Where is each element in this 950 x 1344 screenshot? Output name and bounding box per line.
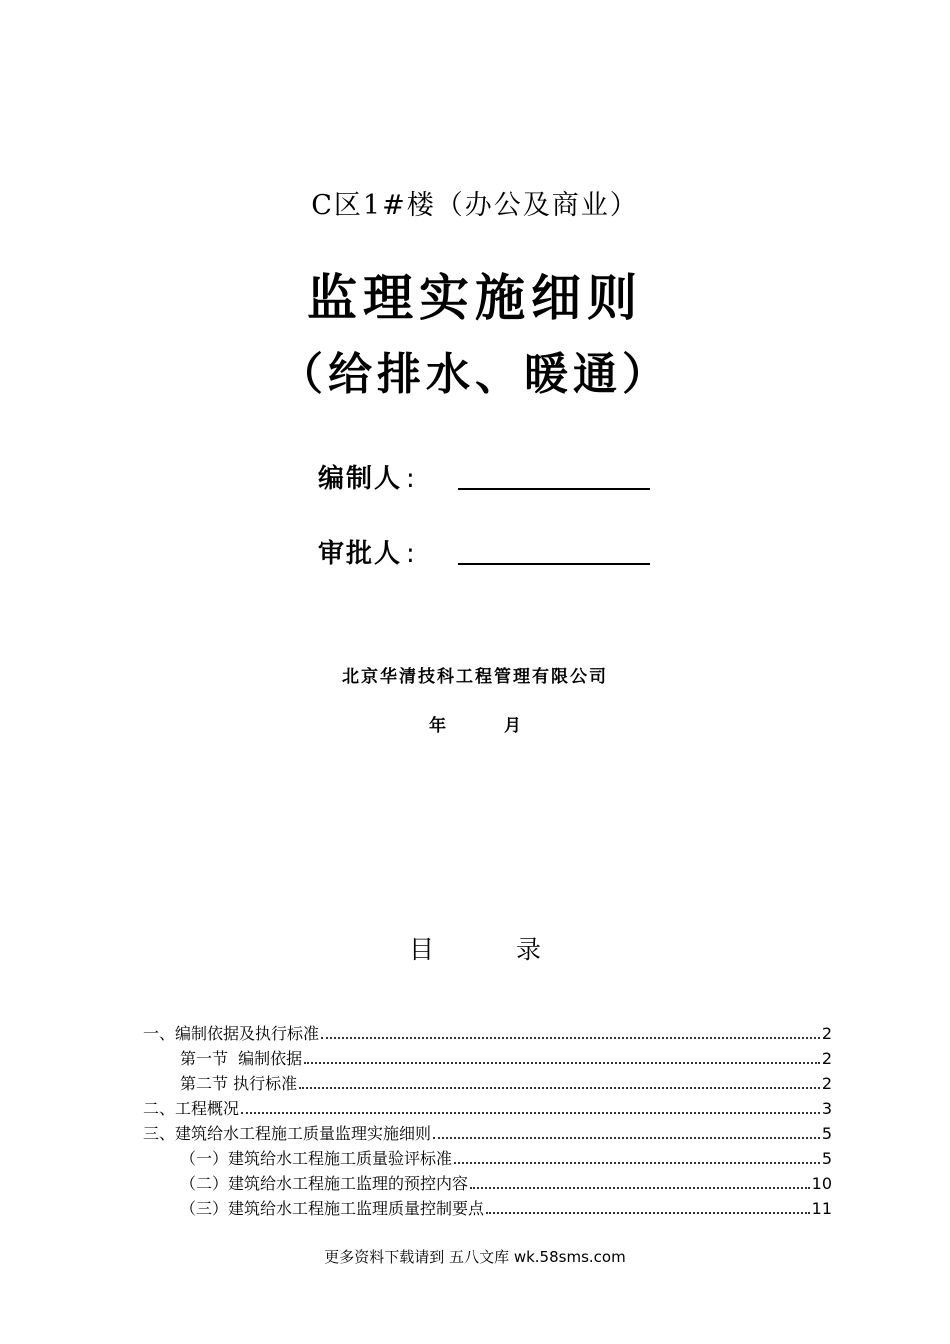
footer-download-note: 更多资料下载请到 五八文库 wk.58sms.com: [324, 1248, 626, 1266]
date-row: [0, 711, 950, 736]
approver-signature-row: [318, 533, 415, 573]
document-subtitle: C区1#楼（办公及商业）: [311, 190, 639, 221]
month-label: 月: [504, 716, 521, 736]
toc-entry-text: （二）建筑给水工程施工监理的预控内容: [180, 1174, 469, 1193]
compiler-colon: :: [406, 464, 415, 494]
toc-leader-dots: [470, 1187, 810, 1189]
toc-title-right: 录: [516, 935, 542, 964]
company-name: 北京华清技科工程管理有限公司: [342, 667, 608, 687]
toc-entry-page: 3: [821, 1099, 832, 1118]
toc-entry[interactable]: [143, 1071, 832, 1096]
toc-entry[interactable]: [143, 1146, 832, 1171]
toc-entry-page: 2: [821, 1024, 832, 1043]
approver-signature-line: [458, 563, 650, 565]
compiler-signature-row: [318, 458, 415, 498]
toc-entry[interactable]: [143, 1046, 832, 1071]
toc-entry-text: 第二节 执行标准: [180, 1074, 298, 1093]
toc-entry-page: 5: [821, 1124, 832, 1143]
toc-entry-page: 5: [821, 1149, 832, 1168]
toc-entry[interactable]: [143, 1021, 832, 1046]
toc-leader-dots: [433, 1137, 820, 1139]
table-of-contents: [143, 1021, 832, 1221]
toc-title: [0, 930, 950, 966]
toc-title-left: 目: [408, 935, 434, 964]
toc-entry-text: 二、工程概况: [143, 1099, 240, 1118]
toc-entry-page: 10: [811, 1174, 832, 1193]
toc-entry[interactable]: [143, 1196, 832, 1221]
toc-entry-text: （三）建筑给水工程施工监理质量控制要点: [180, 1199, 485, 1218]
approver-colon: :: [406, 539, 415, 569]
document-title-scope: （给排水、暖通）: [279, 349, 671, 400]
toc-entry[interactable]: [143, 1096, 832, 1121]
toc-leader-dots: [241, 1112, 820, 1114]
toc-leader-dots: [299, 1087, 820, 1089]
toc-entry-page: 11: [811, 1199, 832, 1218]
toc-leader-dots: [486, 1212, 810, 1214]
approver-label: 审批人: [318, 539, 403, 569]
compiler-label: 编制人: [318, 464, 403, 494]
toc-entry-page: 2: [821, 1049, 832, 1068]
toc-leader-dots: [304, 1062, 820, 1064]
year-label: 年: [429, 716, 446, 736]
toc-entry-text: 第一节 编制依据: [180, 1049, 303, 1068]
toc-entry-text: 三、建筑给水工程施工质量监理实施细则: [143, 1124, 432, 1143]
compiler-signature-line: [458, 488, 650, 490]
toc-leader-dots: [454, 1162, 820, 1164]
toc-leader-dots: [321, 1037, 820, 1039]
toc-entry-page: 2: [821, 1074, 832, 1093]
toc-entry[interactable]: [143, 1121, 832, 1146]
toc-entry[interactable]: [143, 1171, 832, 1196]
toc-entry-text: 一、编制依据及执行标准: [143, 1024, 320, 1043]
document-title: 监理实施细则: [307, 269, 643, 327]
toc-entry-text: （一）建筑给水工程施工质量验评标准: [180, 1149, 453, 1168]
